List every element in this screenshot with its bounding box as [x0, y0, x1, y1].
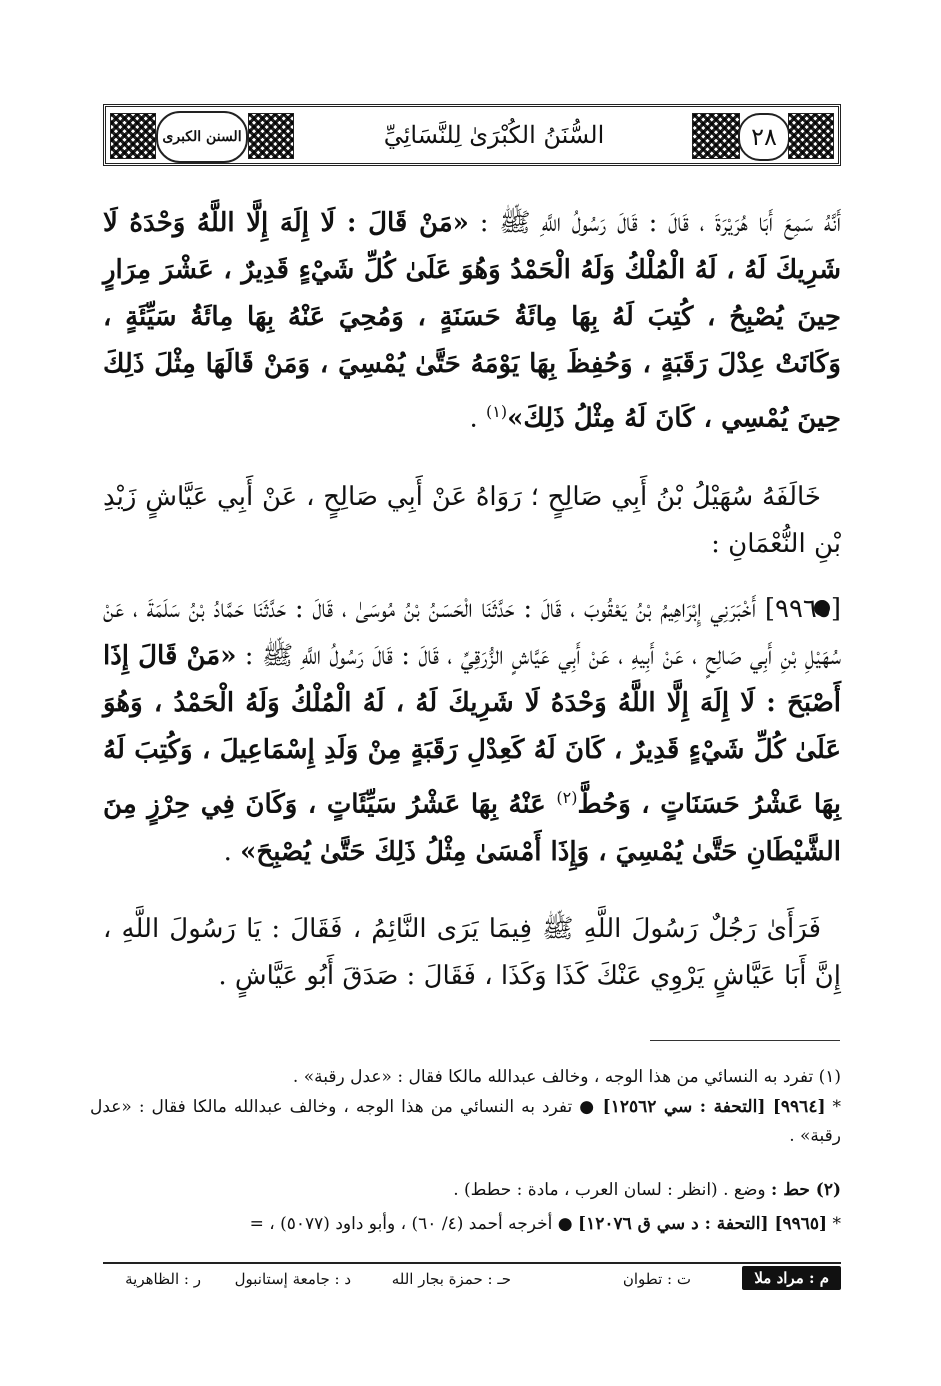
- hadith-number: [٩٩٦٥]: [764, 594, 841, 624]
- footnote-ref[interactable]: (١): [485, 402, 508, 421]
- seal-text: السنن الكبرى: [162, 129, 242, 145]
- hadith-text: «مَنْ قَالَ إِذَا أَصْبَحَ : لَا إِلَهَ إِلَّا اللَّهُ وَحْدَهُ لَا شَرِيكَ لَهُ ، لَهُ الْمُلْكُ وَلَهُ الْحَمْدُ ، وَهُوَ عَلَىٰ كُلِّ شَيْءٍ قَدِيرٌ ، كَانَ لَهُ كَعِدْلِ رَقَبَةٍ مِنْ وَلَدِ إِسْمَاعِيلَ ، وَكُتِبَ لَهُ بِهَا عَشْرُ حَسَنَاتٍ ، وَحُطَّ: [103, 641, 841, 820]
- footnote-text: وضع . (انظر : لسان العرب ، مادة : حطط) .: [453, 1180, 771, 1200]
- paragraph-hadith-9965: [103, 586, 841, 876]
- paragraph-dream: فَرَأَىٰ رَجُلٌ رَسُولَ اللَّهِ ﷺ فِيمَا يَرَى النَّائِمُ ، فَقَالَ : يَا رَسُولَ اللَّهِ ، إِنَّ أَبَا عَيَّاشٍ يَرْوِي عَنْكَ كَذَا وَكَذَا ، فَقَالَ : صَدَقَ أَبُو عَيَّاشٍ .: [103, 914, 841, 991]
- book-title: السُّنَنُ الكُبْرَىٰ لِلنَّسَائِيِّ: [383, 121, 605, 149]
- source-d: د : جامعة إستانبول: [234, 1270, 351, 1288]
- asterisk-marker: *: [832, 1214, 841, 1234]
- source-h: حـ : حمزة بجار الله: [391, 1270, 511, 1288]
- ornament-icon: [248, 113, 294, 159]
- footnote-text: ● تفرد به النسائي من هذا الوجه ، وخالف عبدالله مالكا فقال : «عدل رقبة» .: [90, 1097, 841, 1146]
- footnote-takhrij-9964: [90, 1093, 841, 1151]
- footnote-1: (١) تفرد به النسائي من هذا الوجه ، وخالف عبدالله مالكا فقال : «عدل رقبة» .: [292, 1067, 841, 1087]
- hadith-text: «مَنْ قَالَ : لَا إِلَهَ إِلَّا اللَّهُ وَحْدَهُ لَا شَرِيكَ لَهُ ، لَهُ الْمُلْكُ وَلَهُ الْحَمْدُ وَهُوَ عَلَىٰ كُلِّ شَيْءٍ قَدِيرٌ ، عَشْرَ مِرَارٍ حِينَ يُصْبِحُ ، كُتِبَ لَهُ بِهَا مِائَةُ حَسَنَةٍ ، وَمُحِيَ عَنْهُ بِهَا مِائَةُ سَيِّئَةٍ ، وَكَانَتْ عِدْلَ رَقَبَةٍ ، وَحُفِظَ بِهَا يَوْمَهُ حَتَّىٰ يُمْسِيَ ، وَمَنْ قَالَهَا مِثْلَ ذَلِكَ حِينَ يُمْسِي ، كَانَ لَهُ مِثْلُ ذَلِكَ»: [103, 208, 841, 434]
- hadith-intro: أَنَّهُ سَمِعَ أَبَا هُرَيْرَةَ ، قَالَ : قَالَ رَسُولُ اللَّهِ ﷺ :: [468, 208, 841, 238]
- ornament-icon: [110, 113, 156, 159]
- source-r: ر : الظاهرية: [125, 1270, 201, 1288]
- ornament-icon: [692, 113, 740, 159]
- hadith-chain: أَخْبَرَنِي إِبْرَاهِيمُ بْنُ يَعْقُوبَ ، قَالَ : حَدَّثَنَا الْحَسَنُ بْنُ مُوسَىٰ ، قَالَ : حَدَّثَنَا حَمَّادُ بْنُ سَلَمَةَ ، عَنْ سُهَيْلِ بْنِ أَبِي صَالِحٍ ، عَنْ أَبِيهِ ، عَنْ أَبِي عَيَّاشٍ الزُّرَقِيِّ ، قَالَ : قَالَ رَسُولُ اللَّهِ ﷺ :: [103, 594, 841, 671]
- asterisk-marker: *: [832, 1097, 842, 1117]
- hadith-text-cont: عَنْهُ بِهَا عَشْرُ سَيِّئَاتٍ ، وَكَانَ فِي حِرْزٍ مِنَ الشَّيْطَانِ حَتَّىٰ يُمْسِيَ ، وَإِذَا أَمْسَىٰ مِثْلُ ذَلِكَ حَتَّىٰ يُصْبِحَ»: [103, 789, 841, 867]
- tuhfa-ref: [٩٩٦٤] [التحفة : سي ١٢٥٦٢]: [602, 1097, 826, 1117]
- footnote-divider: [650, 1040, 840, 1041]
- paragraph-commentary: خَالَفَهُ سُهَيْلُ بْنُ أَبِي صَالِحٍ ؛ رَوَاهُ عَنْ أَبِي صَالِحٍ ، عَنْ أَبِي عَيَّاشٍ زَيْدِ بْنِ النُّعْمَانِ :: [103, 482, 841, 559]
- sources-divider: [103, 1262, 841, 1264]
- footnote-takhrij-9965: [90, 1210, 841, 1239]
- footnote-ref[interactable]: (٢): [556, 788, 578, 807]
- book-seal-logo: [156, 111, 248, 163]
- source-t: ت : تطوان: [622, 1270, 691, 1288]
- footnote-text: ● أخرجه أحمد (٤/ ٦٠) ، وأبو داود (٥٠٧٧) ، =: [249, 1214, 579, 1234]
- punctuation: .: [469, 403, 486, 434]
- paragraph-hadith-1: [103, 200, 841, 443]
- footnote-2: [90, 1176, 841, 1205]
- page-number: ٢٨: [738, 113, 790, 161]
- page-header: [103, 104, 841, 166]
- footnote-label: (٢) حط :: [771, 1180, 841, 1200]
- source-m: م : مراد ملا: [742, 1266, 841, 1290]
- manuscript-sources: [103, 1266, 841, 1296]
- punctuation: .: [223, 836, 241, 867]
- ornament-icon: [788, 113, 834, 159]
- tuhfa-ref: [٩٩٦٥] [التحفة : د سي ق ١٢٠٧٦]: [578, 1214, 828, 1234]
